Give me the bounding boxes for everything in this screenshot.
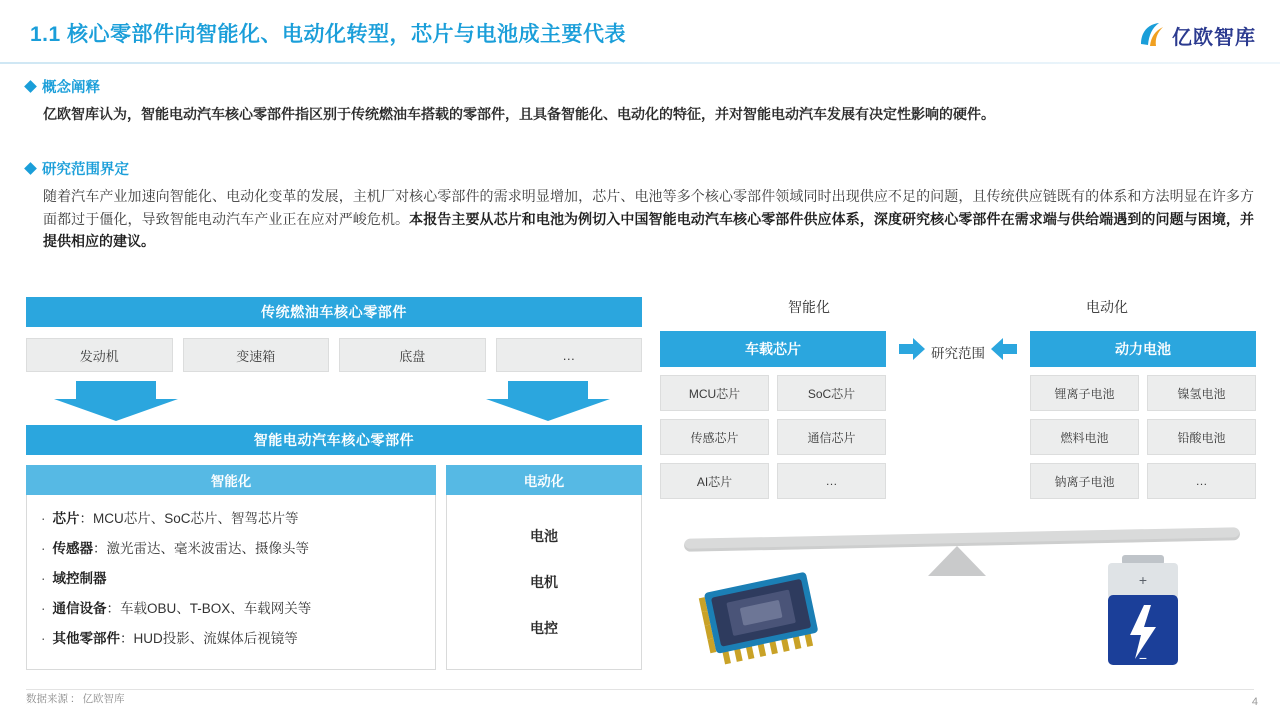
- page-number: 4: [1251, 696, 1258, 708]
- section-concept: [26, 76, 1254, 126]
- bullet-dot-icon: ·: [41, 540, 46, 556]
- chip-cell: 传感芯片: [660, 419, 769, 455]
- source-label: 数据来源: [26, 693, 68, 705]
- right-diagram-titles: [660, 297, 1256, 317]
- list-item-text: 域控制器: [52, 570, 107, 586]
- chip-cell-grid: [660, 375, 886, 499]
- section-scope-body: [43, 185, 1254, 253]
- electric-list: [446, 495, 642, 670]
- footer-divider: [26, 689, 1254, 690]
- traditional-parts-row: [26, 338, 642, 372]
- right-diagram: [660, 297, 1256, 499]
- traditional-parts-header: 传统燃油车核心零部件: [26, 297, 642, 327]
- page-title: 1.1 核心零部件向智能化、电动化转型，芯片与电池成主要代表: [30, 23, 627, 46]
- logo-text: 亿欧智库: [1172, 26, 1256, 49]
- list-item: [41, 539, 425, 560]
- scope-arrows: [899, 338, 1017, 365]
- battery-cell-grid: [1030, 375, 1256, 499]
- section-scope: [26, 158, 1254, 253]
- arrow-left-icon: [991, 338, 1017, 365]
- bullet-dot-icon: ·: [41, 600, 46, 616]
- down-arrow-icon: [486, 381, 610, 421]
- list-item: [41, 509, 425, 530]
- list-item: [41, 569, 425, 590]
- electric-item: 电机: [530, 573, 558, 590]
- seesaw-fulcrum-icon: [928, 546, 986, 581]
- chip-cell: AI芯片: [660, 463, 769, 499]
- list-item-text: 通信设备：车载OBU、T-BOX、车载网关等: [52, 600, 312, 616]
- smart-ev-columns: [26, 495, 642, 670]
- section-scope-body-normal: 随着汽车产业加速向智能化、电动化变革的发展，主机厂对核心零部件的需求明显增加，芯片、电池等多个核心零部件领域同时出现供应不足的问题，且传统供应链既有的体系和方法明显在许多方面都过于僵化，导致智能电动汽车产业正在应对严峻危机。: [43, 188, 1254, 227]
- chip-cell: SoC芯片: [777, 375, 886, 411]
- right-diagram-columns: [660, 331, 1256, 499]
- down-arrow-icon: [54, 381, 178, 421]
- section-concept-body: 亿欧智库认为，智能电动汽车核心零部件指区别于传统燃油车搭载的零部件，且具备智能化、电动化的特征，并对智能电动汽车发展有决定性影响的硬件。: [43, 106, 995, 122]
- chip-icon: [690, 566, 850, 666]
- battery-column-header: 动力电池: [1030, 331, 1256, 367]
- subheader-electric: 电动化: [446, 465, 642, 495]
- traditional-part-cell: …: [496, 338, 643, 372]
- section-scope-head: [26, 158, 1254, 179]
- battery-cell: 钠离子电池: [1030, 463, 1139, 499]
- chip-column-header: 车载芯片: [660, 331, 886, 367]
- source-value: 亿欧智库: [82, 693, 125, 705]
- smart-ev-subheaders: [26, 465, 642, 495]
- page-header: [0, 0, 1280, 62]
- arrow-right-icon: [899, 338, 925, 365]
- section-concept-title: 概念阐释: [42, 80, 100, 96]
- battery-cell: 燃料电池: [1030, 419, 1139, 455]
- scope-indicator: [886, 331, 1030, 499]
- svg-text:+: +: [1138, 572, 1148, 588]
- chip-cell: 通信芯片: [777, 419, 886, 455]
- source-note: [26, 691, 125, 706]
- list-item: [41, 599, 425, 620]
- battery-cell: 铅酸电池: [1147, 419, 1256, 455]
- svg-text:−: −: [1138, 650, 1148, 666]
- battery-cell: 镍氢电池: [1147, 375, 1256, 411]
- subheader-intelligent: 智能化: [26, 465, 436, 495]
- section-concept-head: [26, 76, 1254, 97]
- smart-ev-parts-header: 智能电动汽车核心零部件: [26, 425, 642, 455]
- traditional-part-cell: 变速箱: [183, 338, 330, 372]
- battery-icon: [1104, 555, 1182, 670]
- bullet-dot-icon: ·: [41, 630, 46, 646]
- diamond-bullet-icon: [24, 162, 37, 175]
- diamond-bullet-icon: [24, 80, 37, 93]
- brand-logo: [1137, 18, 1256, 52]
- electric-item: 电控: [530, 619, 558, 636]
- header-divider: [0, 62, 1280, 64]
- right-title-intelligent: 智能化: [788, 299, 830, 315]
- battery-cell: …: [1147, 463, 1256, 499]
- battery-cell: 锂离子电池: [1030, 375, 1139, 411]
- traditional-part-cell: 发动机: [26, 338, 173, 372]
- right-title-electric: 电动化: [1086, 299, 1128, 315]
- traditional-part-cell: 底盘: [339, 338, 486, 372]
- battery-column: [1030, 331, 1256, 499]
- chip-column: [660, 331, 886, 499]
- chip-cell: MCU芯片: [660, 375, 769, 411]
- bullet-dot-icon: ·: [41, 511, 46, 526]
- list-item: [41, 629, 425, 650]
- left-diagram: [26, 297, 642, 670]
- scope-label: 研究范围: [931, 345, 985, 361]
- electric-item: 电池: [530, 527, 558, 544]
- list-item-text: 芯片：MCU芯片、SoC芯片、智驾芯片等: [52, 511, 299, 526]
- logo-mark-icon: [1137, 20, 1167, 50]
- chip-cell: …: [777, 463, 886, 499]
- section-scope-title: 研究范围界定: [42, 162, 129, 178]
- transition-arrows: [26, 381, 642, 425]
- list-item-text: 其他零部件：HUD投影、流媒体后视镜等: [52, 630, 298, 646]
- bullet-dot-icon: ·: [41, 570, 46, 586]
- source-separator: ：: [70, 693, 81, 705]
- intelligent-list: [26, 495, 436, 670]
- list-item-text: 传感器：激光雷达、毫米波雷达、摄像头等: [52, 540, 309, 556]
- section-scope-body-bold: 本报告主要从芯片和电池为例切入中国智能电动汽车核心零部件供应体系，深度研究核心零部件在需求端与供给端遇到的问题与困境，并提供相应的建议。: [43, 210, 1254, 250]
